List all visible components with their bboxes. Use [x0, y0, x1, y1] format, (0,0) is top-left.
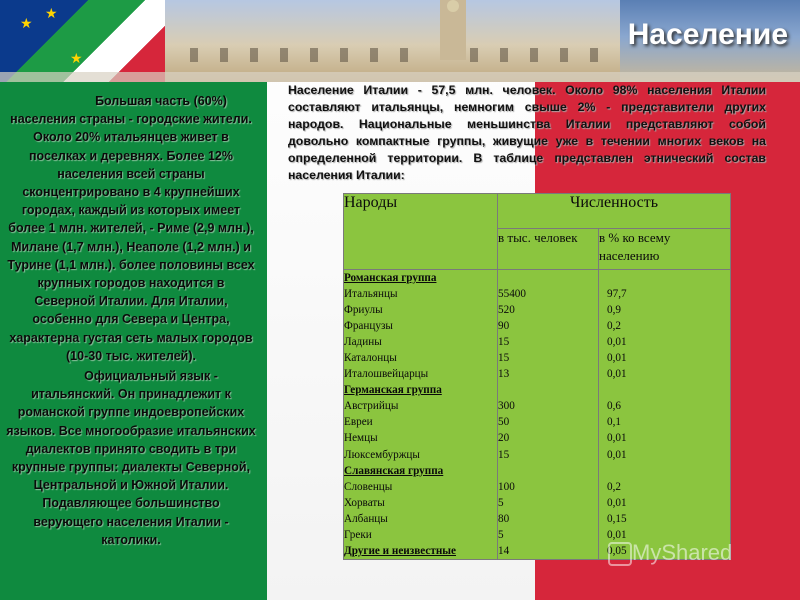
- people-name: Хорваты: [344, 496, 385, 509]
- percent-value: [607, 463, 730, 479]
- thousands-value: 520: [498, 304, 515, 317]
- group-label: Славянская группа: [344, 464, 444, 477]
- watermark: [632, 540, 732, 566]
- thousands-value: [498, 270, 598, 286]
- star-icon: ★: [45, 5, 58, 21]
- percent-value: 0,1: [607, 416, 621, 429]
- percent-value: 0,01: [607, 528, 627, 541]
- ethnic-table: [343, 193, 731, 560]
- thousands-value: 80: [498, 512, 510, 525]
- percent-value: 0,01: [607, 336, 627, 349]
- group-label: Другие и неизвестные: [344, 544, 457, 557]
- percent-value: 0,2: [607, 320, 621, 333]
- urban-paragraph: Большая часть (60%) населения страны - городские жители. Около 20% итальянцев живет в поселках и деревнях. Более 12% населения всей страны сконцентрировано в 4 крупнейших городах, каждый из которых имеет более 1 млн. жителей, - Риме (2,9 млн.), Милане (1,7 млн.), Неаполе (1,2 млн.) и Турине (1,1 млн.). более половины всех крупных городов находится в Северной Италии. Для Италии, особенно для Севера и Центра, характерна густая сеть малых городов (10-30 тыс. жителей).: [7, 94, 255, 363]
- people-name: Греки: [344, 528, 372, 541]
- header-divider: [0, 72, 800, 82]
- language-paragraph: Официальный язык - итальянский. Он принадлежит к романской группе индоевропейских языков. Все многообразие итальянских диалектов принято сводить в три крупные группы: диалекты Северной, Центральной и Южной Италии. Подавляющее большинство верующего населения Италии - католики.: [6, 369, 256, 547]
- percent-value: 0,2: [607, 480, 621, 493]
- people-name: Каталонцы: [344, 352, 397, 365]
- percent-value: 0,01: [607, 352, 627, 365]
- thousands-value: 300: [498, 400, 515, 413]
- tower-clock: [447, 0, 459, 12]
- header-banner: [0, 0, 800, 82]
- col-percent-header: в % ко всему населению: [599, 229, 731, 270]
- people-name: Албанцы: [344, 512, 388, 525]
- thousands-value: 5: [498, 496, 504, 509]
- col-thousands-header: в тыс. человек: [498, 229, 599, 270]
- thousands-value: 14: [498, 544, 510, 557]
- left-text-block: [6, 92, 256, 549]
- watermark-text: MyShared: [632, 540, 733, 565]
- people-name: Фриулы: [344, 304, 383, 317]
- thousands-value: [498, 463, 598, 479]
- thousands-value: 15: [498, 352, 510, 365]
- people-name: Италошвейцарцы: [344, 368, 429, 381]
- capitol-building-image: [150, 0, 620, 82]
- col-peoples-header: Народы: [344, 194, 498, 270]
- thousands-value: 55400: [498, 288, 526, 301]
- group-label: Германская группа: [344, 384, 442, 397]
- percent-value: 0,9: [607, 304, 621, 317]
- percent-value: 97,7: [607, 288, 627, 301]
- thousands-value: 13: [498, 368, 510, 381]
- thousands-value: 15: [498, 336, 510, 349]
- star-icon: ★: [70, 50, 83, 66]
- percent-value: 0,01: [607, 368, 627, 381]
- thousands-value: 90: [498, 320, 510, 333]
- group-label: Романская группа: [344, 272, 437, 284]
- thousands-value: 20: [498, 432, 510, 445]
- intro-paragraph: Население Италии - 57,5 млн. человек. Около 98% населения Италии составляют итальянцы, немногим свыше 2% - представители других народов. Национальные меньшинства Италии представляют собой довольно компактные группы, живущие уже в течении многих веков на определенной территории. В таблице представлен этнический состав населения Италии:: [288, 83, 766, 182]
- percent-value: [607, 270, 730, 286]
- percent-value: [607, 382, 730, 398]
- slide-title: Население: [627, 18, 788, 51]
- thousands-value: [498, 382, 598, 398]
- people-name: Итальянцы: [344, 288, 398, 301]
- star-icon: ★: [20, 15, 33, 31]
- people-name: Немцы: [344, 432, 378, 445]
- percent-value: 0,01: [607, 496, 627, 509]
- percent-column: [599, 270, 731, 560]
- people-name: Ладины: [344, 336, 382, 349]
- percent-value: 0,15: [607, 512, 627, 525]
- col-count-header: Численность: [498, 194, 731, 229]
- people-name: Люксембуржцы: [344, 448, 420, 461]
- percent-value: 0,01: [607, 432, 627, 445]
- people-name: Австрийцы: [344, 400, 399, 413]
- percent-value: 0,01: [607, 448, 627, 461]
- percent-value: 0,05: [607, 544, 627, 557]
- percent-value: 0,6: [607, 400, 621, 413]
- people-name: Евреи: [344, 416, 373, 429]
- people-name: Словенцы: [344, 480, 393, 493]
- thousands-column: [498, 270, 599, 560]
- thousands-value: 50: [498, 416, 510, 429]
- eu-italy-flag-image: [0, 0, 165, 82]
- watermark-logo-icon: [608, 542, 632, 566]
- peoples-column: [344, 270, 498, 560]
- thousands-value: 5: [498, 528, 504, 541]
- thousands-value: 15: [498, 448, 510, 461]
- people-name: Французы: [344, 320, 393, 333]
- thousands-value: 100: [498, 480, 515, 493]
